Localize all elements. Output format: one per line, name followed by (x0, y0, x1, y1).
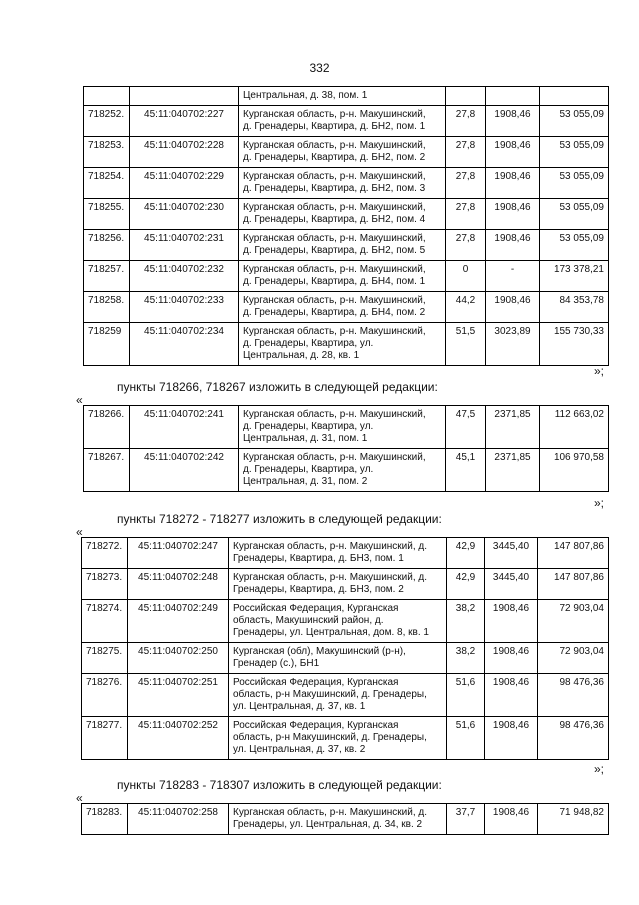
item-number-cell: 718253. (84, 137, 130, 168)
table-row (84, 137, 609, 168)
cadastral-value-cell: 53 055,09 (540, 106, 609, 137)
cadastral-number-cell: 45:11:040702:248 (128, 569, 229, 600)
cadastral-value-cell: 173 378,21 (540, 261, 609, 292)
address-line: Гренадеры, Квартира, д. БН3, пом. 2 (233, 584, 404, 595)
address-cell (239, 261, 446, 292)
cadastral-number-cell: 45:11:040702:251 (128, 674, 229, 717)
cadastral-number-cell: 45:11:040702:250 (128, 643, 229, 674)
closing-quote-1: »; (594, 364, 605, 378)
table-row (84, 406, 609, 449)
address-line: область, р-н Макушинский, д. Гренадеры, (233, 732, 427, 743)
address-line: д. Гренадеры, Квартира, ул. (243, 464, 374, 475)
address-line: область, р-н Макушинский, д. Гренадеры, (233, 689, 427, 700)
address-line: Курганская область, р-н. Макушинский, (243, 264, 426, 275)
item-number-cell: 718252. (84, 106, 130, 137)
cadastral-rate-cell: 1908,46 (485, 674, 538, 717)
address-line: д. Гренадеры, Квартира, д. БН2, пом. 2 (243, 152, 426, 163)
address-line: Курганская область, р-н. Макушинский, д. (233, 572, 428, 583)
opening-quote-2: « (76, 525, 83, 539)
address-cell (229, 674, 447, 717)
address-line: Курганская (обл), Макушинский (р-н), (233, 646, 406, 657)
address-line: Российская Федерация, Курганская (233, 603, 399, 614)
address-line: д. Гренадеры, Квартира, д. БН2, пом. 1 (243, 121, 426, 132)
cadastral-rate-cell: 3445,40 (485, 569, 538, 600)
address-line: Курганская область, р-н. Макушинский, (243, 202, 426, 213)
cadastral-value-cell: 98 476,36 (538, 717, 609, 760)
area-cell: 44,2 (446, 292, 486, 323)
area-cell: 45,1 (446, 449, 486, 492)
cadastral-value-cell: 72 903,04 (538, 643, 609, 674)
address-line: Курганская область, р-н. Макушинский, (243, 233, 426, 244)
address-cell (239, 168, 446, 199)
address-line: д. Гренадеры, Квартира, д. БН4, пом. 2 (243, 307, 426, 318)
item-number-cell: 718277. (82, 717, 128, 760)
cadastral-value-cell: 53 055,09 (540, 137, 609, 168)
address-cell (229, 717, 447, 760)
cadastral-value-cell: 106 970,58 (540, 449, 609, 492)
cadastral-rate-cell: 1908,46 (486, 199, 540, 230)
cadastral-number-cell (130, 87, 239, 106)
address-line: Курганская область, р-н. Макушинский, (243, 171, 426, 182)
register-table-3 (81, 537, 609, 760)
item-number-cell: 718254. (84, 168, 130, 199)
address-line: Гренадер (с.), БН1 (233, 658, 320, 669)
opening-quote-3: « (76, 791, 83, 805)
closing-quote-2: »; (594, 496, 605, 510)
cadastral-rate-cell: 3445,40 (485, 538, 538, 569)
area-cell: 27,8 (446, 106, 486, 137)
item-number-cell: 718275. (82, 643, 128, 674)
cadastral-number-cell: 45:11:040702:228 (130, 137, 239, 168)
cadastral-rate-cell: 3023,89 (486, 323, 540, 366)
cadastral-number-cell: 45:11:040702:258 (128, 804, 229, 835)
area-cell: 27,8 (446, 137, 486, 168)
item-number-cell (84, 87, 130, 106)
address-line: д. Гренадеры, Квартира, ул. (243, 421, 374, 432)
cadastral-number-cell: 45:11:040702:252 (128, 717, 229, 760)
address-line: ул. Центральная, д. 37, кв. 1 (233, 701, 366, 712)
cadastral-number-cell: 45:11:040702:233 (130, 292, 239, 323)
cadastral-value-cell: 53 055,09 (540, 230, 609, 261)
address-line: Гренадеры, Квартира, д. БН3, пом. 1 (233, 553, 404, 564)
table-row (82, 643, 609, 674)
table-row (84, 199, 609, 230)
address-cell (239, 230, 446, 261)
address-cell (239, 406, 446, 449)
area-cell: 42,9 (447, 538, 485, 569)
address-cell (239, 106, 446, 137)
table-row (84, 449, 609, 492)
item-number-cell: 718255. (84, 199, 130, 230)
cadastral-value-cell: 53 055,09 (540, 199, 609, 230)
table-row (82, 538, 609, 569)
address-line: Центральная, д. 31, пом. 1 (243, 433, 368, 444)
area-cell: 51,6 (447, 674, 485, 717)
address-line: ул. Центральная, д. 37, кв. 2 (233, 744, 366, 755)
item-number-cell: 718267. (84, 449, 130, 492)
cadastral-value-cell: 98 476,36 (538, 674, 609, 717)
cadastral-number-cell: 45:11:040702:234 (130, 323, 239, 366)
cadastral-rate-cell: 1908,46 (485, 600, 538, 643)
cadastral-number-cell: 45:11:040702:241 (130, 406, 239, 449)
cadastral-rate-cell: 1908,46 (485, 717, 538, 760)
area-cell: 42,9 (447, 569, 485, 600)
cadastral-rate-cell: 1908,46 (485, 804, 538, 835)
closing-quote-3: »; (594, 762, 605, 776)
register-table-2 (83, 405, 609, 492)
cadastral-value-cell: 53 055,09 (540, 168, 609, 199)
table-row (84, 323, 609, 366)
cadastral-value-cell: 84 353,78 (540, 292, 609, 323)
item-number-cell: 718266. (84, 406, 130, 449)
address-cell (229, 804, 447, 835)
cadastral-number-cell: 45:11:040702:231 (130, 230, 239, 261)
address-line: Курганская область, р-н. Макушинский, (243, 409, 426, 420)
table-row (84, 106, 609, 137)
area-cell: 38,2 (447, 600, 485, 643)
cadastral-rate-cell: 2371,85 (486, 449, 540, 492)
cadastral-rate-cell: 2371,85 (486, 406, 540, 449)
address-cell (229, 569, 447, 600)
cadastral-rate-cell: 1908,46 (486, 292, 540, 323)
item-number-cell: 718256. (84, 230, 130, 261)
cadastral-rate-cell: - (486, 261, 540, 292)
item-number-cell: 718276. (82, 674, 128, 717)
address-line: Гренадеры, ул. Центральная, дом. 8, кв. 1 (233, 627, 429, 638)
area-cell: 51,5 (446, 323, 486, 366)
register-table-4 (81, 803, 609, 835)
address-line: Курганская область, р-н. Макушинский, (243, 109, 426, 120)
address-line: Курганская область, р-н. Макушинский, (243, 295, 426, 306)
address-cell (229, 538, 447, 569)
amendment-text-2: пункты 718272 - 718277 изложить в следующей редакции: (117, 512, 442, 526)
address-line: д. Гренадеры, Квартира, д. БН2, пом. 5 (243, 245, 426, 256)
address-line: д. Гренадеры, Квартира, ул. (243, 338, 374, 349)
address-line: Курганская область, р-н. Макушинский, д. (233, 541, 428, 552)
address-line: Курганская область, р-н. Макушинский, д. (233, 807, 428, 818)
table-row (84, 230, 609, 261)
table-row (84, 87, 609, 106)
table-row (82, 804, 609, 835)
address-cell (229, 600, 447, 643)
area-cell: 51,6 (447, 717, 485, 760)
address-cell (239, 137, 446, 168)
item-number-cell: 718257. (84, 261, 130, 292)
cadastral-value-cell: 147 807,86 (538, 538, 609, 569)
cadastral-number-cell: 45:11:040702:227 (130, 106, 239, 137)
table-row (82, 674, 609, 717)
address-line: Центральная, д. 38, пом. 1 (243, 90, 368, 101)
item-number-cell: 718283. (82, 804, 128, 835)
page-number: 332 (309, 61, 330, 75)
area-cell: 27,8 (446, 199, 486, 230)
cadastral-value-cell: 155 730,33 (540, 323, 609, 366)
cadastral-rate-cell: 1908,46 (485, 643, 538, 674)
address-line: Курганская область, р-н. Макушинский, (243, 326, 426, 337)
address-cell (239, 449, 446, 492)
register-table-1 (83, 86, 609, 366)
address-line: Курганская область, р-н. Макушинский, (243, 140, 426, 151)
table-row (84, 292, 609, 323)
cadastral-rate-cell: 1908,46 (486, 106, 540, 137)
amendment-text-1: пункты 718266, 718267 изложить в следующей редакции: (117, 380, 438, 394)
area-cell: 37,7 (447, 804, 485, 835)
cadastral-number-cell: 45:11:040702:249 (128, 600, 229, 643)
area-cell: 27,8 (446, 168, 486, 199)
cadastral-value-cell (540, 87, 609, 106)
area-cell: 0 (446, 261, 486, 292)
address-line: д. Гренадеры, Квартира, д. БН2, пом. 4 (243, 214, 426, 225)
cadastral-number-cell: 45:11:040702:247 (128, 538, 229, 569)
address-line: Курганская область, р-н. Макушинский, (243, 452, 426, 463)
address-line: Российская Федерация, Курганская (233, 720, 399, 731)
address-cell (239, 292, 446, 323)
cadastral-number-cell: 45:11:040702:230 (130, 199, 239, 230)
address-cell (239, 199, 446, 230)
address-line: д. Гренадеры, Квартира, д. БН2, пом. 3 (243, 183, 426, 194)
cadastral-rate-cell: 1908,46 (486, 137, 540, 168)
amendment-text-3: пункты 718283 - 718307 изложить в следующей редакции: (117, 778, 442, 792)
address-line: д. Гренадеры, Квартира, д. БН4, пом. 1 (243, 276, 426, 287)
address-line: Центральная, д. 28, кв. 1 (243, 350, 360, 361)
address-cell (239, 323, 446, 366)
table-row (84, 261, 609, 292)
table-row (82, 717, 609, 760)
cadastral-value-cell: 71 948,82 (538, 804, 609, 835)
opening-quote-1: « (76, 393, 83, 407)
address-cell (229, 643, 447, 674)
item-number-cell: 718274. (82, 600, 128, 643)
area-cell: 47,5 (446, 406, 486, 449)
cadastral-value-cell: 147 807,86 (538, 569, 609, 600)
area-cell: 27,8 (446, 230, 486, 261)
address-line: Центральная, д. 31, пом. 2 (243, 476, 368, 487)
address-line: область, Макушинский район, д. (233, 615, 384, 626)
item-number-cell: 718272. (82, 538, 128, 569)
cadastral-number-cell: 45:11:040702:242 (130, 449, 239, 492)
cadastral-number-cell: 45:11:040702:229 (130, 168, 239, 199)
address-line: Российская Федерация, Курганская (233, 677, 399, 688)
address-cell (239, 87, 446, 106)
area-cell: 38,2 (447, 643, 485, 674)
item-number-cell: 718273. (82, 569, 128, 600)
cadastral-number-cell: 45:11:040702:232 (130, 261, 239, 292)
item-number-cell: 718259 (84, 323, 130, 366)
table-row (82, 600, 609, 643)
item-number-cell: 718258. (84, 292, 130, 323)
cadastral-rate-cell: 1908,46 (486, 168, 540, 199)
table-row (84, 168, 609, 199)
table-row (82, 569, 609, 600)
address-line: Гренадеры, ул. Центральная, д. 34, кв. 2 (233, 819, 423, 830)
area-cell (446, 87, 486, 106)
cadastral-value-cell: 72 903,04 (538, 600, 609, 643)
cadastral-value-cell: 112 663,02 (540, 406, 609, 449)
cadastral-rate-cell (486, 87, 540, 106)
cadastral-rate-cell: 1908,46 (486, 230, 540, 261)
